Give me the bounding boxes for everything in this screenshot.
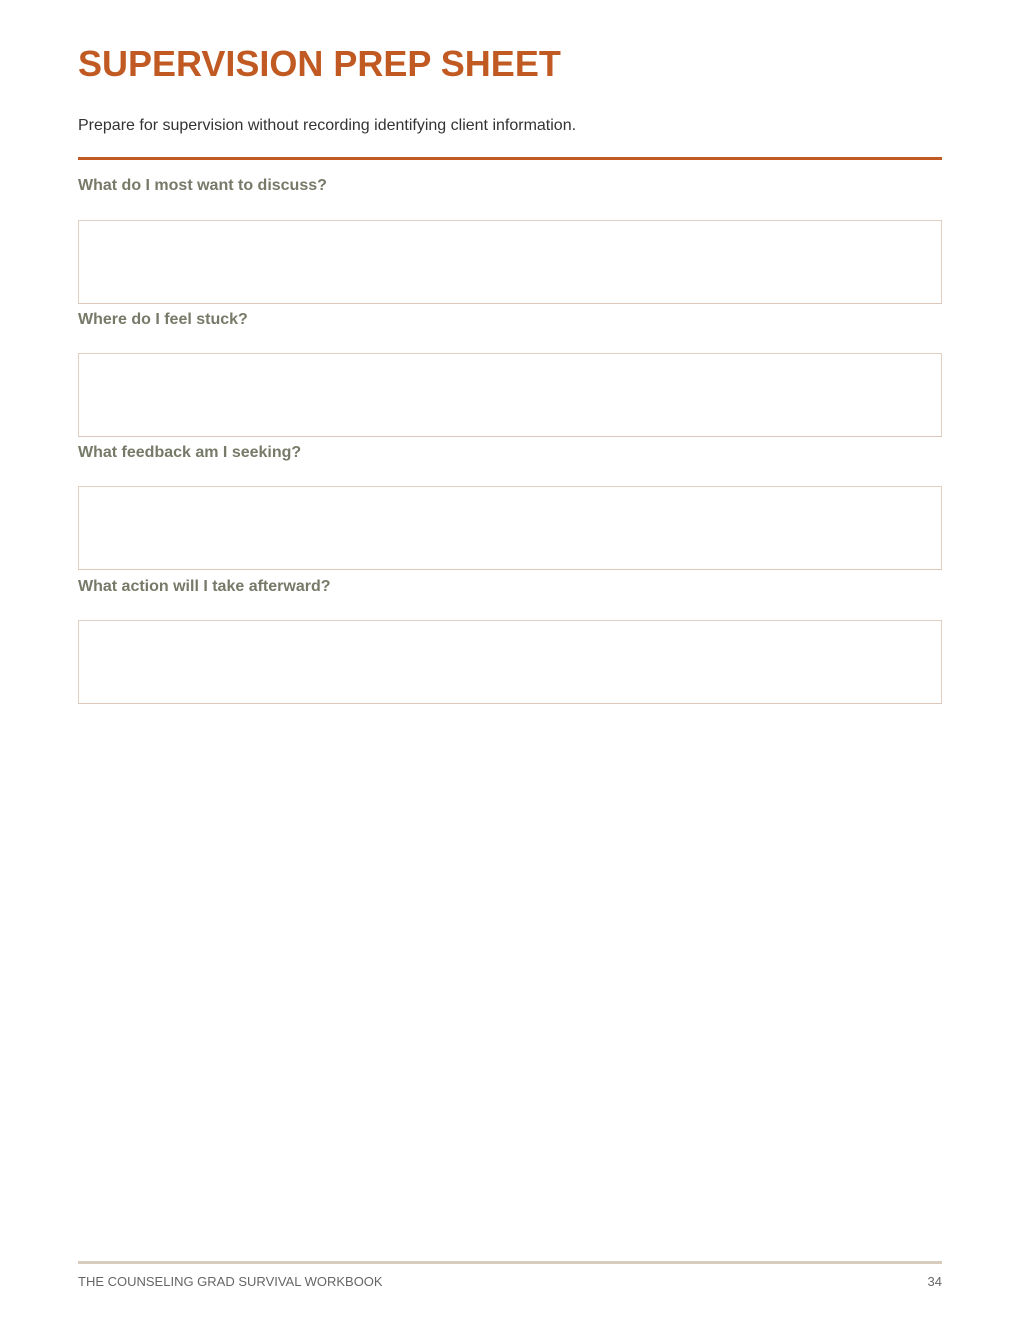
header-divider [78,157,942,160]
page-subtitle: Prepare for supervision without recording identifying client information. [78,117,577,134]
page-title: SUPERVISION PREP SHEET [78,43,561,84]
answer-box-4[interactable] [78,620,942,704]
footer-page-number: 34 [927,1274,942,1289]
question-label-4: What action will I take afterward? [78,578,331,595]
footer-divider [78,1261,942,1264]
footer-book-title: THE COUNSELING GRAD SURVIVAL WORKBOOK [78,1274,383,1289]
answer-box-3[interactable] [78,486,942,570]
question-label-3: What feedback am I seeking? [78,444,302,461]
question-label-1: What do I most want to discuss? [78,177,327,194]
answer-box-2[interactable] [78,353,942,437]
answer-box-1[interactable] [78,220,942,304]
question-label-2: Where do I feel stuck? [78,311,248,328]
